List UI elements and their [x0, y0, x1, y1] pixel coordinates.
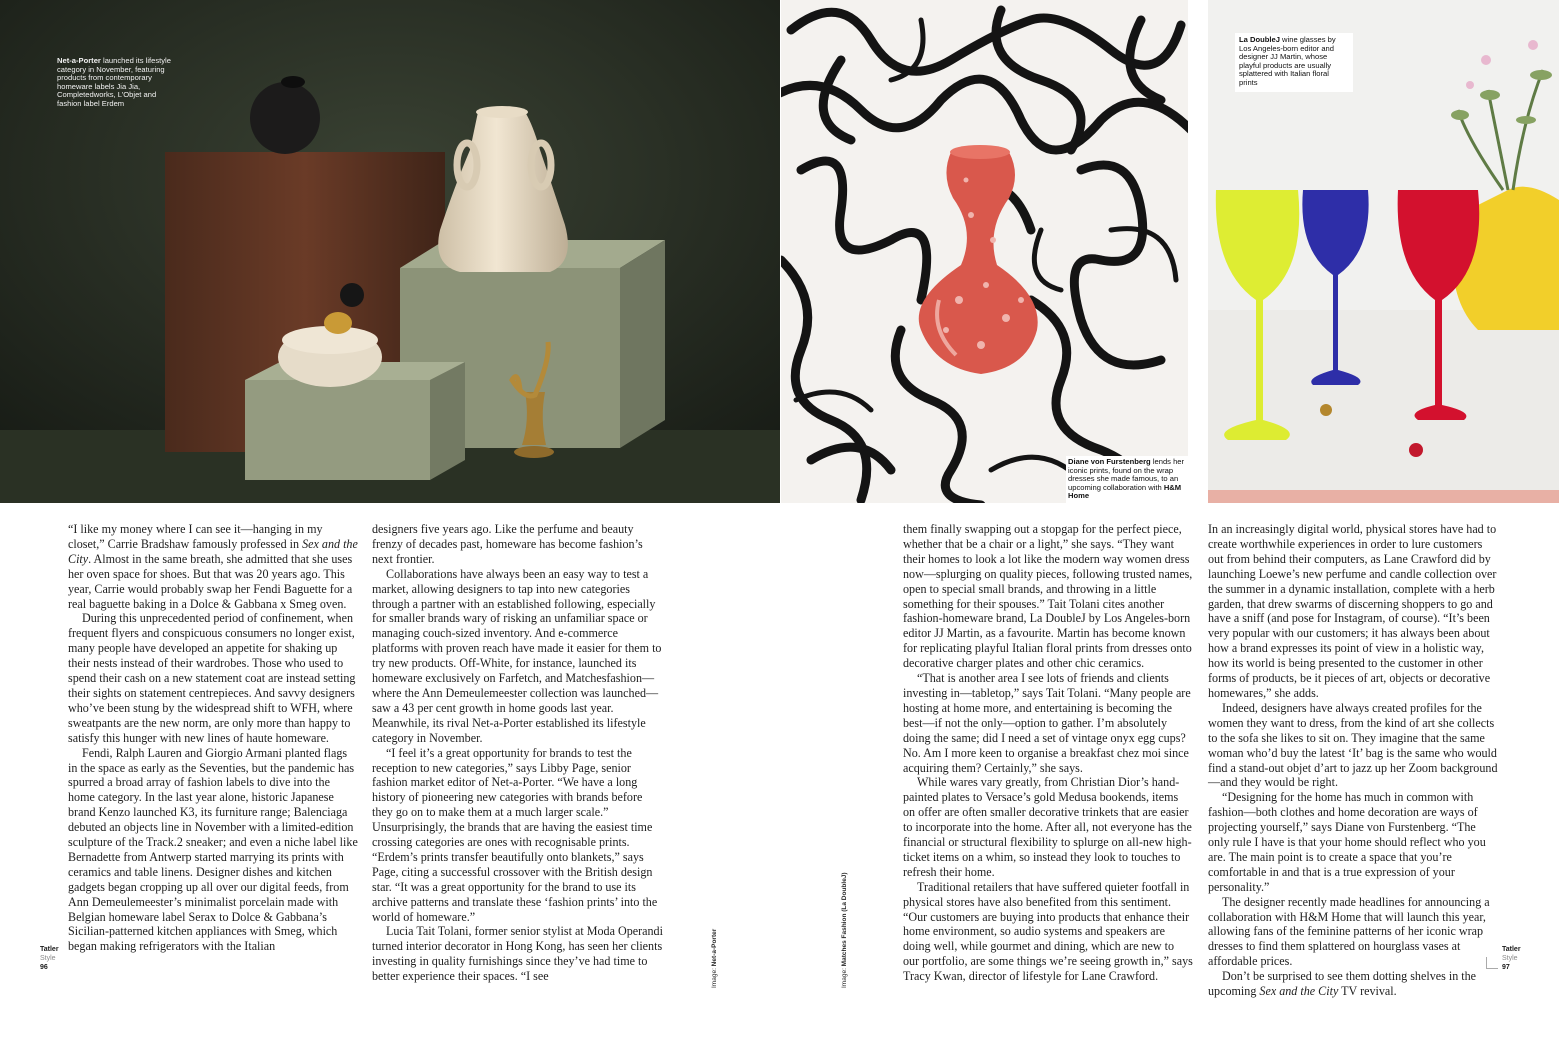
folio-divider [1486, 957, 1498, 969]
caption-la-doublej [1235, 33, 1353, 92]
paragraph: Indeed, designers have always created profiles for the women they want to dress, from the kind of art she collects to the sofa she likes to sit on. They imagine that the same woman who’d buy the latest ‘It’ bag is the same who would find a stand-out objet d’art to jazz up her Zoom background—and they would be right. [1208, 700, 1498, 790]
folio-brand: Tatler [40, 946, 59, 953]
graphic-print-vase-illustration [781, 0, 1188, 503]
paragraph: them finally swapping out a stopgap for the perfect piece, whether that be a chair or a light,” she says. “They want their homes to look a lot like the modern way women dress now—splurging on quality pieces, following trusted names, open to special small brands, and throwing in a little something for their spouses.” Tait Tolani cites another fashion-homeware brand, La DoubleJ by Los Angeles-born editor JJ Martin, as a favourite. Martin has become known for replicating playful Italian floral prints from dresses onto decorative charger plates and other chic ceramics. [903, 522, 1193, 671]
caption-brand-end: H&M Home [1068, 482, 1182, 501]
paragraph: In an increasingly digital world, physical stores have had to create worthwhile experiences in order to lure customers out from behind their computers, as Lane Crawford did by launching Loewe’s new perfume and candle collection over the summer in a dynamic installation, complete with a herb garden, that drew swarms of discerning shoppers to go and have a sniff (and pose for Instagram, of course). “It’s been very popular with our customers; it has always been about how a brand expresses its point of view in a holistic way, how its world is being presented to the customer in other forms of products, be it pieces of art, objects or decorative homewares,” she adds. [1208, 522, 1497, 700]
paragraph: Lucia Tait Tolani, former senior stylist at Moda Operandi turned interior decorator in Hong Kong, has seen her clients investing in quality furnishings since they’ve had time to better experience their spaces. “I see [372, 924, 663, 984]
paragraph: Fendi, Ralph Lauren and Giorgio Armani planted flags in the space as early as the Seventies, but the pandemic has spurred a broad array of fashion labels to dive into the home category. In the last year alone, historic Japanese brand Kenzo launched K3, its furniture range; Balenciaga debuted an objects line in November with a limited-edition sculpture of the Track.2 sneaker; and even a niche label like Bernadette from Antwerp started marrying its prints with ceramics and table linens. Designer dishes and kitchen gadgets began cropping up all over our digital feeds, from Ann Demeulemeester’s minimalist porcelain made with Belgian homeware label Serax to Dolce & Gabbana’s Sicilian-patterned kitchen appliances with Smeg, which began making refrigerators with the Italian [68, 745, 358, 954]
caption-net-a-porter [57, 57, 182, 109]
caption-diane-von-furstenberg [1066, 456, 1190, 503]
page-number: 97 [1502, 964, 1510, 971]
article-column-3 [903, 522, 1193, 984]
caption-brand: La DoubleJ [1239, 35, 1280, 44]
caption-brand: Net-a-Porter [57, 56, 101, 65]
paragraph: “I like my money where I can see it—hanging in my closet,” Carrie Bradshaw famously professed in Sex and the City. Almost in the same breath, she admitted that she uses her oven space for shoes. But that was 20 years ago. This year, Carrie would probably swap her Fendi Baguette for a real baguette baking in a Dolce & Gabbana x Smeg oven. [68, 522, 358, 611]
folio-brand: Tatler [1502, 946, 1521, 953]
paragraph: Collaborations have always been an easy way to test a market, allowing designers to tap into new categories through a partner with an established following, especially for smaller brands wary of risking an unfamiliar space or managing couch-sized inventory. And e-commerce platforms with proven reach have made it easier for them to try new products. Off-White, for instance, launched its homeware exclusively on Farfetch, and Matchesfashion—where the Ann Demeulemeester collection was launched—saw a 43 per cent growth in home goods last year. Meanwhile, its rival Net-a-Porter established its lifestyle category in November. [372, 566, 662, 745]
paragraph: The designer recently made headlines for announcing a collaboration with H&M Home that will launch this year, allowing fans of the feminine patterns of her iconic wrap dresses to find them splattered on hourglass vases at affordable prices. [1208, 894, 1490, 969]
folio-left [40, 945, 59, 972]
caption-text: lends her iconic prints, found on the wrap dresses she made famous, to an upcoming collaboration with [1068, 457, 1185, 492]
paragraph: “Designing for the home has much in common with fashion—both clothes and home decoration are ways of projecting yourself,” says Diane von Furstenberg. “The only rule I have is that your home should reflect who you are. The main point is to create a space that you’re comfortable in and that is a true expression of your personality.” [1208, 790, 1486, 894]
article-column-2 [372, 522, 664, 984]
page-number: 96 [40, 964, 48, 971]
image-credit-right: Image: Matches Fashion (La DoubleJ) [841, 872, 848, 988]
photo-printed-vase [781, 0, 1188, 503]
paragraph: While wares vary greatly, from Christian Dior’s hand-painted plates to Versace’s gold Medusa bookends, items on offer are often smaller decorative trinkets that are easier to incorporate into the home. After all, not everyone has the financial or structural flexibility to splurge on all-new high-ticket items on a whim, so instead they look to touches to refresh their home. [903, 775, 1192, 879]
paragraph: Don’t be surprised to see them dotting shelves in the upcoming Sex and the City TV revival. [1208, 969, 1477, 999]
image-credit-left: Image: Net-a-Porter [711, 928, 718, 988]
article-column-4 [1208, 522, 1500, 999]
caption-text: wine glasses by Los Angeles-born editor and designer JJ Martin, whose playful products are usually splattered with Italian floral prints [1239, 35, 1336, 87]
folio-section: Style [1502, 955, 1518, 962]
paragraph: Traditional retailers that have suffered quieter footfall in physical stores have also benefited from this sentiment. “Our customers are buying into products that enhance their home environment, so audio systems and speakers are doing well, while gourmet and dining, which are new to our portfolio, are some things we’re seeing growth in,” says Tracy Kwan, director of lifestyle for Lane Crawford. [903, 879, 1193, 984]
paragraph: During this unprecedented period of confinement, when frequent flyers and conspicuous consumers no longer exist, many people have developed an appetite for shaking up their nests instead of their wardrobes. Those who used to spend their cash on a new statement coat are instead setting their sights on statement centrepieces. And savvy designers who’ve been stung by the widespread shift to WFH, where sweatpants are the new norm, are only more than happy to satisfy this hunger with new lines of haute homeware. [68, 611, 356, 745]
paragraph: “That is another area I see lots of friends and clients investing in—tabletop,” says Tait Tolani. “Many people are hosting at home more, and entertaining is becoming the best—if not the only—option to gather. I’m absolutely doing the same; did I need a set of vintage onyx egg cups? No. Am I more keen to organise a breakfast chez moi since acquiring them? Certainly,” she says. [903, 671, 1191, 775]
caption-brand: Diane von Furstenberg [1068, 457, 1151, 466]
folio-section: Style [40, 955, 56, 962]
folio-right [1502, 945, 1521, 972]
article-column-1 [68, 522, 358, 954]
paragraph: designers five years ago. Like the perfume and beauty frenzy of decades past, homeware has become fashion’s next frontier. [372, 522, 643, 566]
paragraph: “I feel it’s a great opportunity for brands to test the reception to new categories,” says Libby Page, senior fashion market editor of Net-a-Porter. “We have a long history of pioneering new categories with brands before they go on to make them at a much larger scale.” Unsurprisingly, the brands that are having the easiest time crossing categories are ones with recognisable prints. “Erdem’s prints transfer beautifully onto blankets,” says Page, citing a successful crossover with the British design star. “It was a great opportunity for the brand to use its archive patterns and translate these ‘fashion prints’ into the world of homeware.” [372, 745, 658, 924]
caption-text: launched its lifestyle category in November, featuring products from contemporary homeware labels Jia Jia, Completedworks, L’Objet and fashion label Erdem [57, 56, 171, 108]
